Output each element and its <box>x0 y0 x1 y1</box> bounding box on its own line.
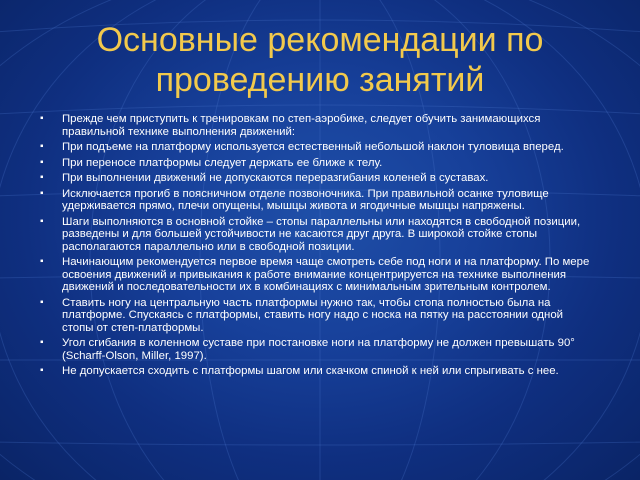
bullet-icon: ▪ <box>40 337 44 348</box>
bullet-text: Ставить ногу на центральную часть платформы нужно так, чтобы стопа полностью была на платформе. Спускаясь с платформы, ставить ногу надо с носка на пятку на расстоянии одной стопы от степ-платформы. <box>62 296 564 334</box>
bullet-text: При переносе платформы следует держать ее ближе к телу. <box>62 156 383 169</box>
list-item <box>40 172 592 185</box>
list-item <box>40 297 592 335</box>
bullet-text: При выполнении движений не допускаются переразгибания коленей в суставах. <box>62 172 489 184</box>
bullet-icon: ▪ <box>40 187 44 199</box>
bullet-icon: ▪ <box>40 215 44 227</box>
bullet-list <box>40 113 592 381</box>
list-item <box>40 141 592 154</box>
list-item <box>40 216 592 254</box>
list-item <box>40 256 592 294</box>
bullet-text: Начинающим рекомендуется первое время чаще смотреть себе под ноги и на платформу. По мере освоения движений и привыкания к работе внимание концентрируется на технике выполнения движений и последовательности их в комбинациях с минимальным зрительным контролем. <box>62 256 590 293</box>
bullet-icon: ▪ <box>40 296 44 308</box>
list-item <box>40 337 592 362</box>
bullet-icon: ▪ <box>40 256 44 267</box>
bullet-icon: ▪ <box>40 172 44 183</box>
bullet-text: Угол сгибания в коленном суставе при постановке ноги на платформу не должен превышать 90° (Scharff-Olson, Miller, 1997). <box>62 337 575 362</box>
bullet-text: Шаги выполняются в основной стойке – стопы параллельны или находятся в свободной позиции, разведены и для большей устойчивости не касаются друг друга. В широкой стойке стопы располагаются параллельно или в свободной позиции. <box>62 215 581 253</box>
list-item <box>40 113 592 138</box>
slide-title: Основные рекомендации по проведению занятий <box>96 21 544 99</box>
bullet-icon: ▪ <box>40 365 44 376</box>
bullet-icon: ▪ <box>40 156 44 168</box>
bullet-text: Прежде чем приступить к тренировкам по степ-аэробике, следует обучить занимающихся правильной технике выполнения движений: <box>62 113 541 138</box>
list-item <box>40 188 592 213</box>
list-item <box>40 365 592 378</box>
list-item <box>40 157 592 170</box>
bullet-text: Не допускается сходить с платформы шагом или скачком спиной к ней или спрыгивать с нее. <box>62 365 559 377</box>
bullet-icon: ▪ <box>40 141 44 152</box>
bullet-icon: ▪ <box>40 113 44 124</box>
bullet-text: Исключается прогиб в поясничном отделе позвоночника. При правильной осанке туловище удерживается прямо, плечи опущены, мышцы живота и ягодичные мышцы напряжены. <box>62 187 549 212</box>
bullet-text: При подъеме на платформу используется естественный небольшой наклон туловища вперед. <box>62 141 564 153</box>
